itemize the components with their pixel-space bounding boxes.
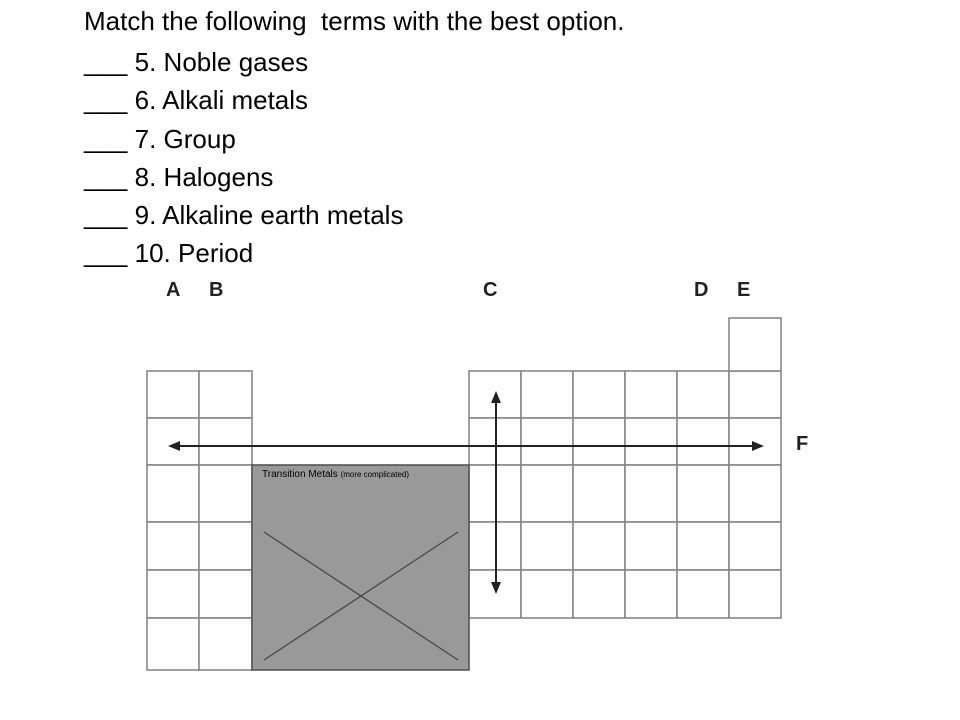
- item-term: Group: [163, 123, 236, 154]
- item-number: 10.: [134, 238, 171, 269]
- table-cell: [147, 570, 199, 618]
- table-cell: [573, 371, 625, 418]
- label-e: E: [737, 279, 751, 301]
- answer-blank[interactable]: ___: [84, 161, 128, 192]
- item-term: Noble gases: [163, 47, 309, 77]
- table-cell: [147, 418, 199, 465]
- table-cell: [677, 465, 729, 522]
- table-cell: [147, 618, 199, 670]
- item-term: Halogens: [163, 161, 274, 192]
- transition-metals-title: Transition Metals: [262, 469, 338, 480]
- table-cell: [573, 418, 625, 465]
- item-term: Alkali metals: [162, 85, 309, 116]
- label-f: F: [796, 433, 809, 455]
- table-cell: [521, 522, 573, 570]
- table-cell: [147, 465, 199, 522]
- label-a: A: [166, 279, 181, 301]
- table-cell: [199, 618, 252, 670]
- table-cell: [199, 570, 252, 618]
- answer-blank[interactable]: ___: [84, 200, 128, 231]
- table-cell: [677, 522, 729, 570]
- answer-blank[interactable]: ___: [84, 47, 128, 77]
- table-cell: [199, 371, 252, 418]
- table-cell: [729, 570, 781, 618]
- instruction-text: Match the following terms with the best option.: [84, 6, 625, 36]
- table-cell: [521, 371, 573, 418]
- label-b: B: [209, 279, 224, 301]
- item-number: 8.: [134, 161, 157, 192]
- label-c: C: [483, 279, 498, 301]
- table-cell: [729, 318, 781, 371]
- table-cell: [573, 522, 625, 570]
- item-number: 7.: [134, 123, 157, 154]
- table-cell: [729, 371, 781, 418]
- table-cell: [729, 418, 781, 465]
- table-cell: [147, 522, 199, 570]
- table-cell: [521, 465, 573, 522]
- item-number: 5.: [134, 47, 157, 77]
- table-cell: [521, 570, 573, 618]
- item-number: 6.: [134, 85, 157, 116]
- table-cell: [677, 371, 729, 418]
- table-cell: [625, 418, 677, 465]
- table-cell: [677, 570, 729, 618]
- label-d: D: [694, 279, 709, 301]
- table-cell: [573, 570, 625, 618]
- answer-blank[interactable]: ___: [84, 238, 128, 269]
- table-cell: [521, 418, 573, 465]
- table-cell: [199, 465, 252, 522]
- table-cell: [199, 522, 252, 570]
- item-term: Alkaline earth metals: [162, 200, 404, 231]
- table-cell: [573, 465, 625, 522]
- table-cell: [625, 522, 677, 570]
- answer-blank[interactable]: ___: [84, 123, 128, 154]
- table-cell: [729, 465, 781, 522]
- item-number: 9.: [134, 200, 157, 231]
- table-cell: [729, 522, 781, 570]
- table-cell: [625, 570, 677, 618]
- table-cell: [625, 465, 677, 522]
- table-cell: [677, 418, 729, 465]
- transition-metals-label: [262, 469, 409, 480]
- table-cell: [147, 371, 199, 418]
- transition-metals-note: (more complicated): [340, 470, 410, 479]
- table-cell: [199, 418, 252, 465]
- item-term: Period: [178, 238, 254, 269]
- transition-metals-block: [252, 465, 469, 670]
- table-cell: [625, 371, 677, 418]
- answer-blank[interactable]: ___: [84, 85, 128, 116]
- transition-metals-box: [252, 465, 469, 670]
